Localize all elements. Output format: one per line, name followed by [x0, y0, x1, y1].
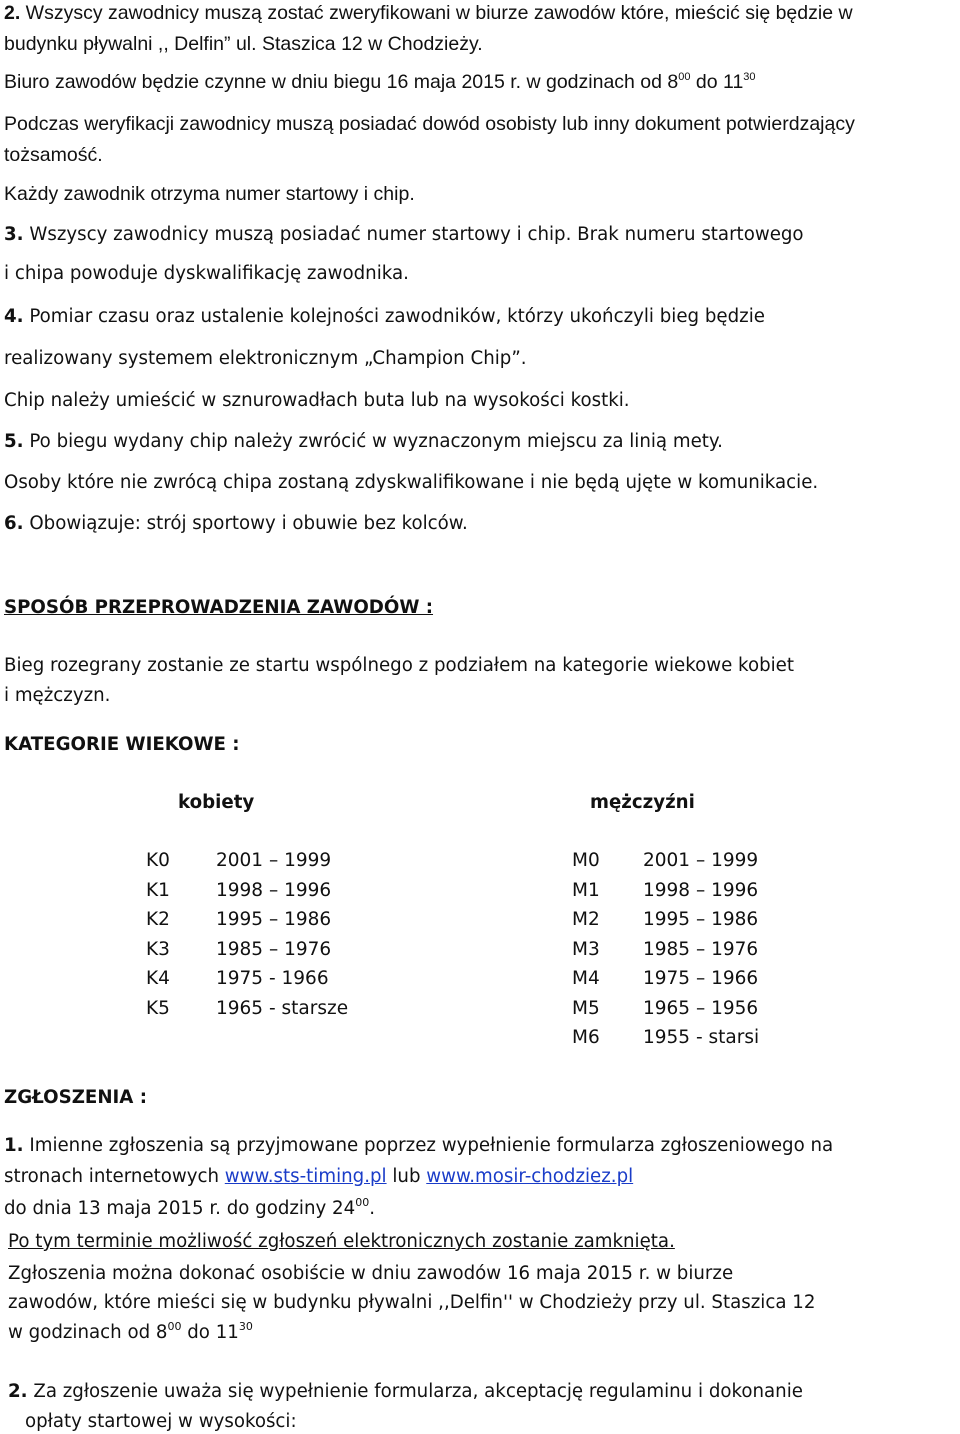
competition-method-line-1: Bieg rozegrany zostanie ze startu wspólnego z podziałem na kategorie wiekowe kobiet	[4, 655, 794, 676]
men-category-code: M6	[572, 1027, 600, 1048]
office-hours-line	[4, 70, 756, 94]
men-category-code: M0	[572, 850, 600, 871]
personal-hours-to-text: do 11	[181, 1322, 239, 1343]
section-4-text-1: Pomiar czasu oraz ustalenie kolejności zawodników, którzy ukończyli bieg będzie	[23, 306, 765, 327]
women-category-years: 1985 – 1976	[216, 939, 332, 960]
section-4-line-2: realizowany systemem elektronicznym „Champion Chip”.	[4, 348, 527, 369]
men-category-years: 1998 – 1996	[643, 880, 759, 901]
registration-deadline-text: do dnia 13 maja 2015 r. do godziny 24	[4, 1198, 356, 1219]
registration-item-2-number: 2.	[8, 1381, 28, 1402]
men-category-years: 1995 – 1986	[643, 909, 759, 930]
office-hours-text: Biuro zawodów będzie czynne w dniu biegu 16 maja 2015 r. w godzinach od 8	[4, 71, 679, 93]
registration-item-1-line-1	[4, 1134, 833, 1158]
section-5-number: 5.	[4, 431, 24, 452]
registration-item-2-line-1	[8, 1380, 803, 1404]
section-4-line-1	[4, 305, 765, 329]
women-category-code: K2	[146, 909, 170, 930]
section-2-text-1: Wszyscy zawodnicy muszą zostać zweryfikowani w biurze zawodów które, mieścić się będzie w	[20, 2, 853, 24]
registration-websites-text: stronach internetowych	[4, 1166, 225, 1187]
personal-registration-line-3	[8, 1321, 253, 1345]
registration-or-text: lub	[386, 1166, 427, 1187]
competition-method-line-2: i mężczyzn.	[4, 685, 111, 706]
section-5-line-2: Osoby które nie zwrócą chipa zostaną zdyskwalifikowane i nie będą ujęte w komunikacie.	[4, 472, 819, 493]
sts-timing-link[interactable]: www.sts-timing.pl	[224, 1166, 387, 1187]
men-category-years: 1985 – 1976	[643, 939, 759, 960]
registration-deadline-period: .	[369, 1198, 375, 1219]
men-category-code: M5	[572, 998, 600, 1019]
women-category-years: 1965 - starsze	[216, 998, 349, 1019]
section-3-line-1	[4, 223, 804, 247]
women-category-years: 1975 - 1966	[216, 968, 329, 989]
personal-registration-line-1: Zgłoszenia można dokonać osobiście w dniu zawodów 16 maja 2015 r. w biurze	[8, 1263, 734, 1284]
women-category-code: K5	[146, 998, 170, 1019]
registration-heading: ZGŁOSZENIA :	[4, 1087, 147, 1108]
verification-line-1: Podczas weryfikacji zawodnicy muszą posiadać dowód osobisty lub inny dokument potwierdzający	[4, 113, 855, 135]
personal-registration-line-2: zawodów, które mieści się w budynku pływalni ,,Delfin'' w Chodzieży przy ul. Staszica 12	[8, 1292, 816, 1313]
men-category-years: 1955 - starsi	[643, 1027, 760, 1048]
office-hours-from-sup: 00	[678, 71, 691, 83]
registration-deadline-line	[4, 1197, 375, 1221]
section-4-number: 4.	[4, 306, 24, 327]
section-6-line-1	[4, 512, 468, 536]
women-category-years: 2001 – 1999	[216, 850, 332, 871]
age-categories-heading: KATEGORIE WIEKOWE :	[4, 734, 240, 755]
registration-item-1-number: 1.	[4, 1135, 24, 1156]
registration-item-2-line-2: opłaty startowej w wysokości:	[25, 1411, 297, 1432]
registration-item-1-line-2	[4, 1165, 633, 1189]
women-category-code: K3	[146, 939, 170, 960]
section-3-number: 3.	[4, 224, 24, 245]
competition-method-heading: SPOSÓB PRZEPROWADZENIA ZAWODÓW :	[4, 597, 434, 618]
registration-item-2-text-1: Za zgłoszenie uważa się wypełnienie formularza, akceptację regulaminu i dokonanie	[27, 1381, 803, 1402]
women-category-code: K4	[146, 968, 170, 989]
men-category-years: 1965 – 1956	[643, 998, 759, 1019]
section-5-line-1	[4, 430, 723, 454]
mosir-chodziez-link[interactable]: www.mosir-chodziez.pl	[426, 1166, 634, 1187]
men-category-code: M3	[572, 939, 600, 960]
men-category-years: 2001 – 1999	[643, 850, 759, 871]
section-2-number: 2.	[4, 2, 21, 24]
registration-closing-notice: Po tym terminie możliwość zgłoszeń elektronicznych zostanie zamknięta.	[8, 1231, 675, 1252]
section-3-text-1: Wszyscy zawodnicy muszą posiadać numer startowy i chip. Brak numeru startowego	[23, 224, 804, 245]
women-column-heading: kobiety	[178, 792, 255, 813]
office-hours-to-text: do 11	[690, 71, 744, 93]
office-hours-to-sup: 30	[743, 71, 756, 83]
women-category-years: 1995 – 1986	[216, 909, 332, 930]
men-category-code: M4	[572, 968, 600, 989]
registration-item-1-text-1: Imienne zgłoszenia są przyjmowane poprzez wypełnienie formularza zgłoszeniowego na	[23, 1135, 834, 1156]
men-category-years: 1975 – 1966	[643, 968, 759, 989]
men-column-heading: mężczyźni	[590, 792, 695, 813]
section-6-number: 6.	[4, 513, 24, 534]
men-category-code: M1	[572, 880, 600, 901]
section-5-text-1: Po biegu wydany chip należy zwrócić w wyznaczonym miejscu za linią mety.	[23, 431, 723, 452]
verification-line-2: tożsamość.	[4, 144, 103, 166]
section-2-line-1	[4, 1, 853, 25]
personal-hours-text: w godzinach od 8	[8, 1322, 168, 1343]
section-6-text-1: Obowiązuje: strój sportowy i obuwie bez kolców.	[23, 513, 468, 534]
registration-deadline-sup: 00	[355, 1196, 370, 1209]
women-category-code: K0	[146, 850, 170, 871]
section-3-line-2: i chipa powoduje dyskwalifikację zawodnika.	[4, 263, 409, 284]
personal-hours-to-sup: 30	[238, 1320, 253, 1333]
men-category-code: M2	[572, 909, 600, 930]
personal-hours-from-sup: 00	[167, 1320, 182, 1333]
start-number-line: Każdy zawodnik otrzyma numer startowy i chip.	[4, 183, 415, 205]
section-4-line-3: Chip należy umieścić w sznurowadłach buta lub na wysokości kostki.	[4, 390, 630, 411]
section-2-line-2: budynku pływalni ,, Delfin” ul. Staszica 12 w Chodzieży.	[4, 33, 483, 55]
women-category-code: K1	[146, 880, 170, 901]
women-category-years: 1998 – 1996	[216, 880, 332, 901]
